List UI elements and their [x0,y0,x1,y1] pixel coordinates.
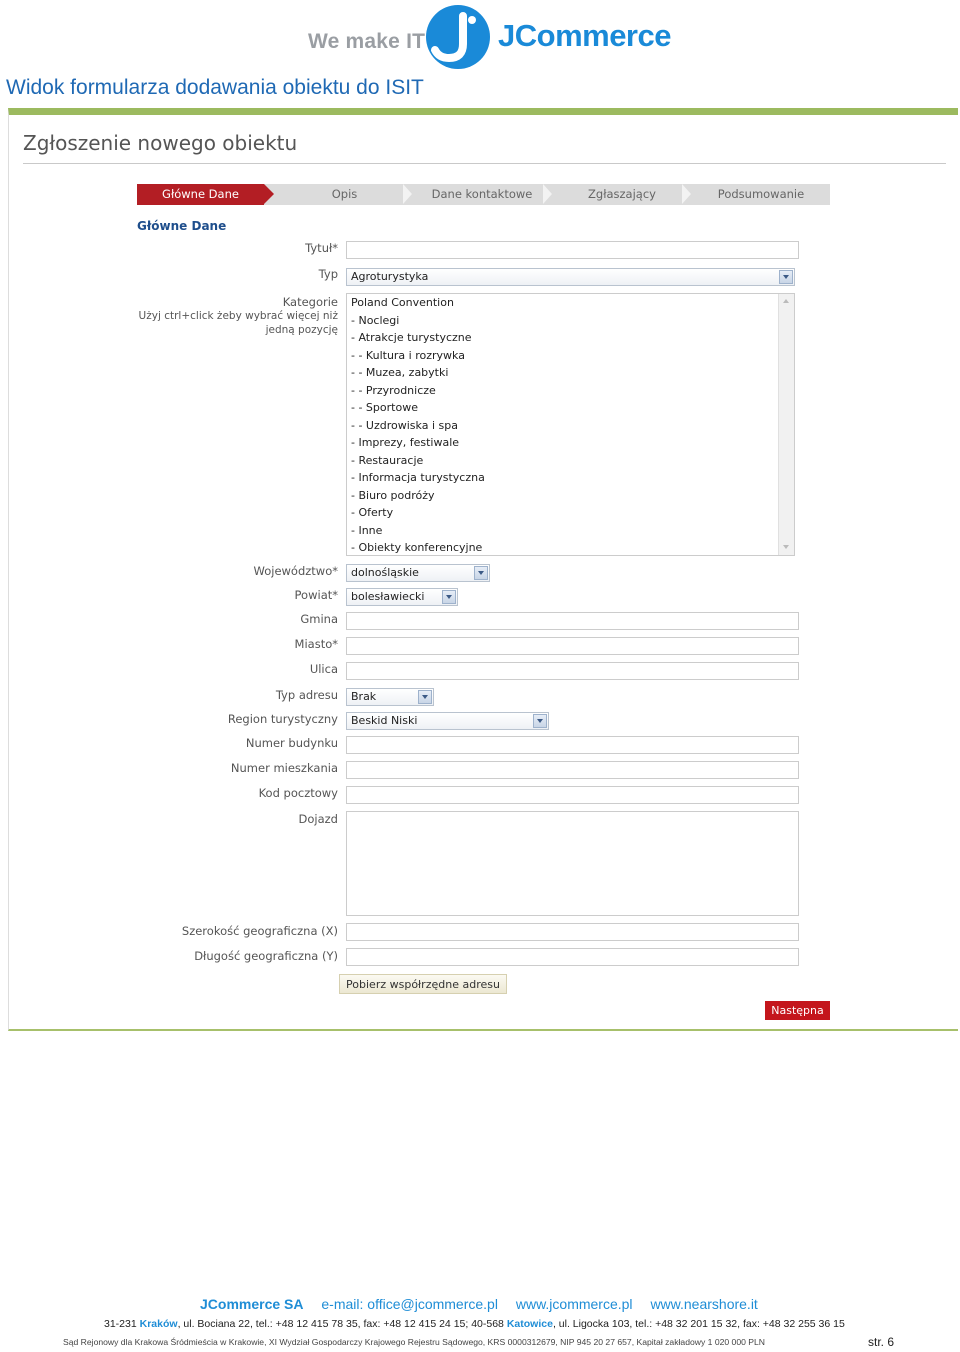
kategorie-option[interactable]: - Restauracje [351,453,424,467]
chevron-down-icon [418,690,432,704]
company-logo [308,4,671,72]
chevron-down-icon [779,270,793,284]
footer-website[interactable]: www.jcommerce.pl [515,1296,633,1312]
kategorie-option[interactable]: - - Uzdrowiska i spa [351,418,458,432]
miasto-input[interactable] [346,637,799,655]
label-typ-adresu: Typ adresu [275,688,338,702]
tytul-input[interactable] [346,241,799,259]
label-tytul: Tytuł* [305,241,338,255]
logo-brand: JCommerce [498,18,671,53]
label-dlugosc: Długość geograficzna (Y) [194,949,338,963]
label-miasto: Miasto* [294,637,338,651]
kategorie-option[interactable]: - - Przyrodnicze [351,383,436,397]
chevron-down-icon [442,590,456,604]
typ-value: Agroturystyka [351,270,429,283]
kategorie-option[interactable]: - Obiekty konferencyjne [351,541,483,554]
kategorie-option[interactable]: Poland Convention [351,296,454,309]
kod-pocztowy-input[interactable] [346,786,799,804]
label-wojewodztwo: Województwo* [253,564,338,578]
footer-addresses [104,1318,845,1330]
kategorie-hint-line2: jedną pozycję [265,324,338,336]
chevron-down-icon [533,714,547,728]
kategorie-option[interactable]: - Oferty [351,506,394,519]
page-number: str. 6 [868,1335,895,1349]
document-title: Widok formularza dodawania obiektu do ISIT [6,76,424,99]
step-glowne-dane[interactable]: Główne Dane [137,184,264,205]
addr-part-b: , ul. Bociana 22, tel.: +48 12 415 78 35, fax: +48 12 415 24 15; 40-568 [177,1318,507,1330]
label-kategorie: Kategorie [282,295,338,309]
kategorie-options [347,294,794,557]
kategorie-option[interactable]: - Biuro podróży [351,488,435,502]
kategorie-option[interactable]: - Imprezy, festiwale [351,436,460,449]
city-krakow: Kraków [139,1318,178,1330]
label-region: Region turystyczny [227,712,338,726]
footer-contact [200,1296,758,1312]
kategorie-hint-line1: Użyj ctrl+click żeby wybrać więcej niż [138,310,338,322]
title-divider [23,163,946,164]
footer-email[interactable]: e-mail: office@jcommerce.pl [321,1296,498,1312]
kategorie-option[interactable]: - - Muzea, zabytki [351,366,449,379]
kategorie-option[interactable]: - Noclegi [351,313,400,327]
powiat-select[interactable] [346,588,458,606]
kategorie-option[interactable]: - - Sportowe [351,401,418,414]
label-dojazd: Dojazd [298,812,338,826]
wojewodztwo-value: dolnośląskie [351,566,419,579]
label-numer-budynku: Numer budynku [245,736,338,750]
label-gmina: Gmina [300,612,338,626]
kategorie-option[interactable]: - Atrakcje turystyczne [351,331,472,344]
kategorie-option[interactable]: - Inne [351,523,383,537]
label-ulica: Ulica [309,662,338,676]
chevron-down-icon [474,566,488,580]
step-opis[interactable]: Opis [331,187,358,201]
section-heading: Główne Dane [137,219,227,233]
footer-legal: Sąd Rejonowy dla Krakowa Śródmieścia w Krakowie, XI Wydział Gospodarczy Krajowego Rejestru Sądowego, KRS 0000312679, NIP 945 20 27 657, Kapitał zakładowy 1 020 000 PLN [63,1337,765,1347]
logo-tagline: We make IT [308,30,426,53]
gmina-input[interactable] [346,612,799,630]
region-select[interactable] [346,712,549,730]
city-katowice: Katowice [506,1318,553,1330]
next-button[interactable]: Następna [765,1001,830,1020]
step-podsumowanie[interactable]: Podsumowanie [717,187,805,201]
listbox-scrollbar[interactable] [778,294,794,555]
footer-website-nearshore[interactable]: www.nearshore.it [650,1296,758,1312]
wojewodztwo-select[interactable] [346,564,490,582]
szerokosc-input[interactable] [346,923,799,941]
label-szerokosc: Szerokość geograficzna (X) [181,924,338,938]
kategorie-option[interactable]: - - Kultura i rozrywka [351,348,465,362]
kategorie-listbox[interactable] [346,293,795,556]
wizard-steps [137,184,830,205]
typ-adresu-value: Brak [351,690,377,703]
dojazd-textarea[interactable] [346,811,799,916]
addr-part-a: 31-231 [104,1318,140,1330]
form-title: Zgłoszenie nowego obiektu [23,131,298,155]
label-typ: Typ [318,267,338,281]
label-numer-mieszkania: Numer mieszkania [230,761,338,775]
step-separator [543,184,552,204]
powiat-value: bolesławiecki [351,590,425,603]
typ-select[interactable] [346,268,795,286]
label-powiat: Powiat* [294,588,338,602]
typ-adresu-select[interactable] [346,688,434,706]
step-separator [403,184,412,204]
numer-mieszkania-input[interactable] [346,761,799,779]
region-value: Beskid Niski [351,714,418,727]
addr-part-c: , ul. Ligocka 103, tel.: +48 32 201 15 32, fax: +48 32 255 36 15 [552,1318,845,1330]
label-kod-pocztowy: Kod pocztowy [258,786,338,800]
get-coordinates-button[interactable]: Pobierz współrzędne adresu [339,974,507,994]
scroll-down-icon[interactable] [781,542,792,553]
jcommerce-logo-icon [425,4,491,70]
scroll-up-icon[interactable] [781,296,792,307]
step-zglaszajacy[interactable]: Zgłaszający [588,187,656,201]
step-separator [682,184,691,204]
kategorie-option[interactable]: - Informacja turystyczna [351,471,485,484]
footer-company: JCommerce SA [200,1296,304,1312]
numer-budynku-input[interactable] [346,736,799,754]
step-dane-kontaktowe[interactable]: Dane kontaktowe [431,187,533,201]
form-screenshot [8,108,958,1031]
dlugosc-input[interactable] [346,948,799,966]
ulica-input[interactable] [346,662,799,680]
